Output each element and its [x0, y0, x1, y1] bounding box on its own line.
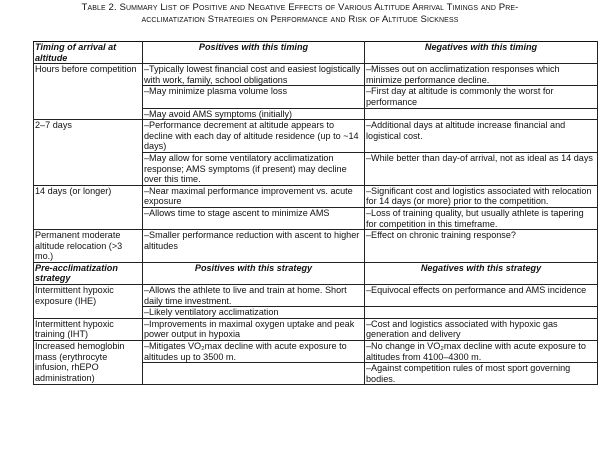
negative-cell: –No change in VO₂max decline with acute exposure to altitudes from 4100–4300 m. — [365, 341, 598, 363]
table-header-row — [34, 262, 598, 284]
positive-cell: –Performance decrement at altitude appears to decline with each day of altitude residence (up to ~14 days) — [143, 120, 365, 153]
negative-cell: –First day at altitude is commonly the worst for performance — [365, 86, 598, 108]
positive-cell: –Mitigates VO₂max decline with acute exposure to altitudes up to 3500 m. — [143, 341, 365, 363]
table-row — [34, 318, 598, 340]
negative-cell: –Additional days at altitude increase financial and logistical cost. — [365, 120, 598, 153]
negative-cell: –Cost and logistics associated with hypoxic gas generation and delivery — [365, 318, 598, 340]
header-positives: Positives with this strategy — [143, 262, 365, 284]
negative-cell: –Equivocal effects on performance and AMS incidence — [365, 285, 598, 307]
table-row — [34, 185, 598, 207]
positive-cell — [143, 363, 365, 385]
negative-cell — [365, 307, 598, 319]
header-category: Timing of arrival at altitude — [34, 42, 143, 64]
positive-cell: –Improvements in maximal oxygen uptake and peak power output in hypoxia — [143, 318, 365, 340]
positive-cell: –Typically lowest financial cost and easiest logistically with work, family, school obligations — [143, 64, 365, 86]
header-negatives: Negatives with this timing — [365, 42, 598, 64]
row-label: 14 days (or longer) — [34, 185, 143, 229]
table-row — [34, 230, 598, 263]
header-category: Pre-acclimatization strategy — [34, 262, 143, 284]
table-row — [34, 64, 598, 86]
header-negatives: Negatives with this strategy — [365, 262, 598, 284]
positive-cell: –Allows time to stage ascent to minimize AMS — [143, 207, 365, 229]
positive-cell: –Smaller performance reduction with ascent to higher altitudes — [143, 230, 365, 263]
positive-cell: –Likely ventilatory acclimatization — [143, 307, 365, 319]
caption-line-1: Table 2. Summary List of Positive and Negative Effects of Various Altitude Arrival Timings and Pre- — [81, 2, 519, 13]
table-row — [34, 341, 598, 363]
negative-cell: –Significant cost and logistics associated with relocation for 14 days (or more) prior to the competition. — [365, 185, 598, 207]
table-header-row — [34, 42, 598, 64]
row-label: Increased hemoglobin mass (erythrocyte infusion, rhEPO administration) — [34, 341, 143, 385]
summary-table — [33, 41, 598, 385]
positive-cell: –Allows the athlete to live and train at home. Short daily time investment. — [143, 285, 365, 307]
table-row — [34, 285, 598, 307]
row-label: 2–7 days — [34, 120, 143, 186]
negative-cell: –Loss of training quality, but usually athlete is tapering for competition in this timeframe. — [365, 207, 598, 229]
row-label: Intermittent hypoxic training (IHT) — [34, 318, 143, 340]
positive-cell: –Near maximal performance improvement vs. acute exposure — [143, 185, 365, 207]
row-label: Permanent moderate altitude relocation (>3 mo.) — [34, 230, 143, 263]
positive-cell: –May allow for some ventilatory acclimatization response; AMS symptoms (if present) may decline over this time. — [143, 152, 365, 185]
negative-cell: –While better than day-of arrival, not as ideal as 14 days — [365, 152, 598, 185]
negative-cell: –Misses out on acclimatization responses which minimize performance decline. — [365, 64, 598, 86]
negative-cell: –Effect on chronic training response? — [365, 230, 598, 263]
row-label: Intermittent hypoxic exposure (IHE) — [34, 285, 143, 319]
positive-cell: –May minimize plasma volume loss — [143, 86, 365, 108]
table-caption — [20, 0, 580, 32]
negative-cell — [365, 108, 598, 120]
table-row — [34, 120, 598, 153]
caption-line-2: acclimatization Strategies on Performance and Risk of Altitude Sickness — [141, 14, 459, 25]
row-label: Hours before competition — [34, 64, 143, 120]
header-positives: Positives with this timing — [143, 42, 365, 64]
positive-cell: –May avoid AMS symptoms (initially) — [143, 108, 365, 120]
negative-cell: –Against competition rules of most sport governing bodies. — [365, 363, 598, 385]
